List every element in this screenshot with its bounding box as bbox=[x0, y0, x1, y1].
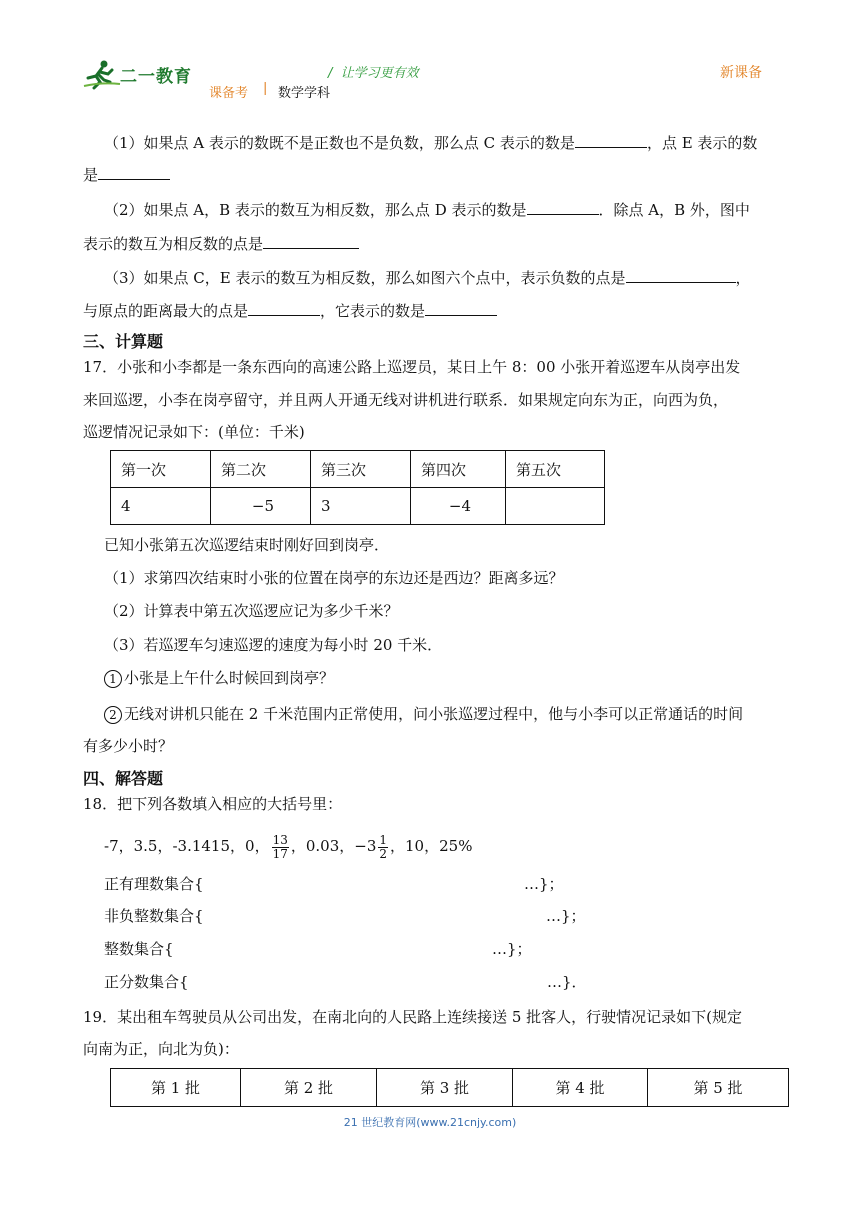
answer-blank[interactable] bbox=[575, 131, 647, 148]
q17-line3: 巡逻情况记录如下：(单位：千米) bbox=[83, 423, 305, 441]
runner-logo-icon bbox=[82, 58, 122, 90]
q18-numbers: -7，3.5，-3.1415，0， $\frac{13}{17}$ ，0.03，−3 $\frac{1}{2}$ ，10，25% bbox=[104, 832, 473, 861]
set-positive-rational: 正有理数集合{ bbox=[104, 875, 204, 893]
answer-blank[interactable] bbox=[527, 198, 599, 215]
q16-part1-line2: 是 bbox=[83, 163, 170, 185]
section-heading-calc: 三、计算题 bbox=[83, 332, 164, 351]
taxi-table bbox=[110, 1068, 789, 1107]
set-nonnegative-integer-end: …}； bbox=[546, 907, 586, 925]
table-header-cell: 第 1 批 bbox=[111, 1069, 241, 1107]
table-header-cell: 第四次 bbox=[411, 451, 506, 488]
circled-number: 1 bbox=[104, 670, 122, 688]
q17-sub2: （2）计算表中第五次巡逻应记为多少千米？ bbox=[104, 602, 399, 620]
answer-blank[interactable] bbox=[248, 299, 320, 316]
table-cell: 4 bbox=[111, 488, 211, 525]
set-nonnegative-integer: 非负整数集合{ bbox=[104, 907, 204, 925]
table-header-row bbox=[111, 1069, 789, 1107]
q16-part2-line2: 表示的数互为相反数的点是 bbox=[83, 232, 359, 254]
q17-sub1: （1）求第四次结束时小张的位置在岗亭的东边还是西边？距离多远？ bbox=[104, 569, 564, 587]
set-positive-fraction: 正分数集合{ bbox=[104, 973, 189, 991]
q17-sub3: （3）若巡逻车匀速巡逻的速度为每小时 20 千米． bbox=[104, 636, 443, 654]
table-header-cell: 第三次 bbox=[311, 451, 411, 488]
slogan: / 让学习更有效 bbox=[328, 66, 419, 81]
set-integer: 整数集合{ bbox=[104, 940, 174, 958]
table-row bbox=[111, 488, 605, 525]
table-cell: −4 bbox=[411, 488, 506, 525]
table-header-cell: 第 5 批 bbox=[648, 1069, 789, 1107]
q17-line1: 17．小张和小李都是一条东西向的高速公路上巡逻员，某日上午 8：00 小张开着巡逻车从岗亭出发 bbox=[83, 358, 741, 376]
table-header-cell: 第五次 bbox=[506, 451, 605, 488]
set-positive-rational-end: …}； bbox=[524, 875, 564, 893]
set-integer-end: …}； bbox=[492, 940, 532, 958]
header-separator: | bbox=[263, 81, 268, 96]
q16-part1-line1: （1）如果点 A 表示的数既不是正数也不是负数，那么点 C 表示的数是 ，点 E 表示的数 bbox=[104, 131, 757, 153]
table-header-cell: 第一次 bbox=[111, 451, 211, 488]
set-positive-fraction-end: …}． bbox=[547, 973, 587, 991]
table-header-row bbox=[111, 451, 605, 488]
q17-line2: 来回巡逻，小李在岗亭留守，并且两人开通无线对讲机进行联系．如果规定向东为正，向西为负， bbox=[83, 391, 729, 409]
logo-text: 二一教育 bbox=[120, 67, 192, 87]
fraction: $\frac{1}{2}$ bbox=[379, 832, 388, 861]
patrol-table bbox=[110, 450, 605, 525]
answer-blank[interactable] bbox=[626, 266, 736, 283]
header-top-right: 新课备 bbox=[720, 65, 762, 81]
q17-sub3-item2: 2 无线对讲机只能在 2 千米范围内正常使用，问小张巡逻过程中，他与小李可以正常通话的时间 bbox=[104, 704, 743, 724]
table-header-cell: 第二次 bbox=[211, 451, 311, 488]
table-cell bbox=[506, 488, 605, 525]
fraction: $\frac{13}{17}$ bbox=[272, 832, 288, 861]
table-cell: −5 bbox=[211, 488, 311, 525]
answer-blank[interactable] bbox=[263, 232, 359, 249]
circled-number: 2 bbox=[104, 706, 122, 724]
q16-part3-line2: 与原点的距离最大的点是 ，它表示的数是 bbox=[83, 299, 497, 321]
answer-blank[interactable] bbox=[425, 299, 497, 316]
q18-intro: 18．把下列各数填入相应的大括号里： bbox=[83, 795, 343, 813]
header-sub-left: 课备考 bbox=[209, 86, 249, 101]
q16-part3-line1: （3）如果点 C，E 表示的数互为相反数，那么如图六个点中，表示负数的点是 ， bbox=[104, 266, 751, 288]
table-header-cell: 第 3 批 bbox=[377, 1069, 513, 1107]
q17-sub3-item2-cont: 有多少小时？ bbox=[83, 737, 174, 755]
table-header-cell: 第 2 批 bbox=[241, 1069, 377, 1107]
q19-line2: 向南为正，向北为负)： bbox=[83, 1040, 239, 1058]
q17-sub3-item1: 1 小张是上午什么时候回到岗亭？ bbox=[104, 668, 334, 688]
q17-condition: 已知小张第五次巡逻结束时刚好回到岗亭． bbox=[104, 536, 390, 554]
table-header-cell: 第 4 批 bbox=[513, 1069, 648, 1107]
header-subject: 数学学科 bbox=[278, 86, 331, 101]
section-heading-answer: 四、解答题 bbox=[83, 769, 164, 788]
q16-part2-line1: （2）如果点 A，B 表示的数互为相反数，那么点 D 表示的数是 ．除点 A，B 外，图中 bbox=[104, 198, 750, 220]
q19-line1: 19．某出租车驾驶员从公司出发，在南北向的人民路上连续接送 5 批客人，行驶情况记录如下(规定 bbox=[83, 1008, 743, 1026]
table-cell: 3 bbox=[311, 488, 411, 525]
page-footer: 21 世纪教育网(www.21cnjy.com) bbox=[343, 1116, 517, 1129]
answer-blank[interactable] bbox=[98, 163, 170, 180]
